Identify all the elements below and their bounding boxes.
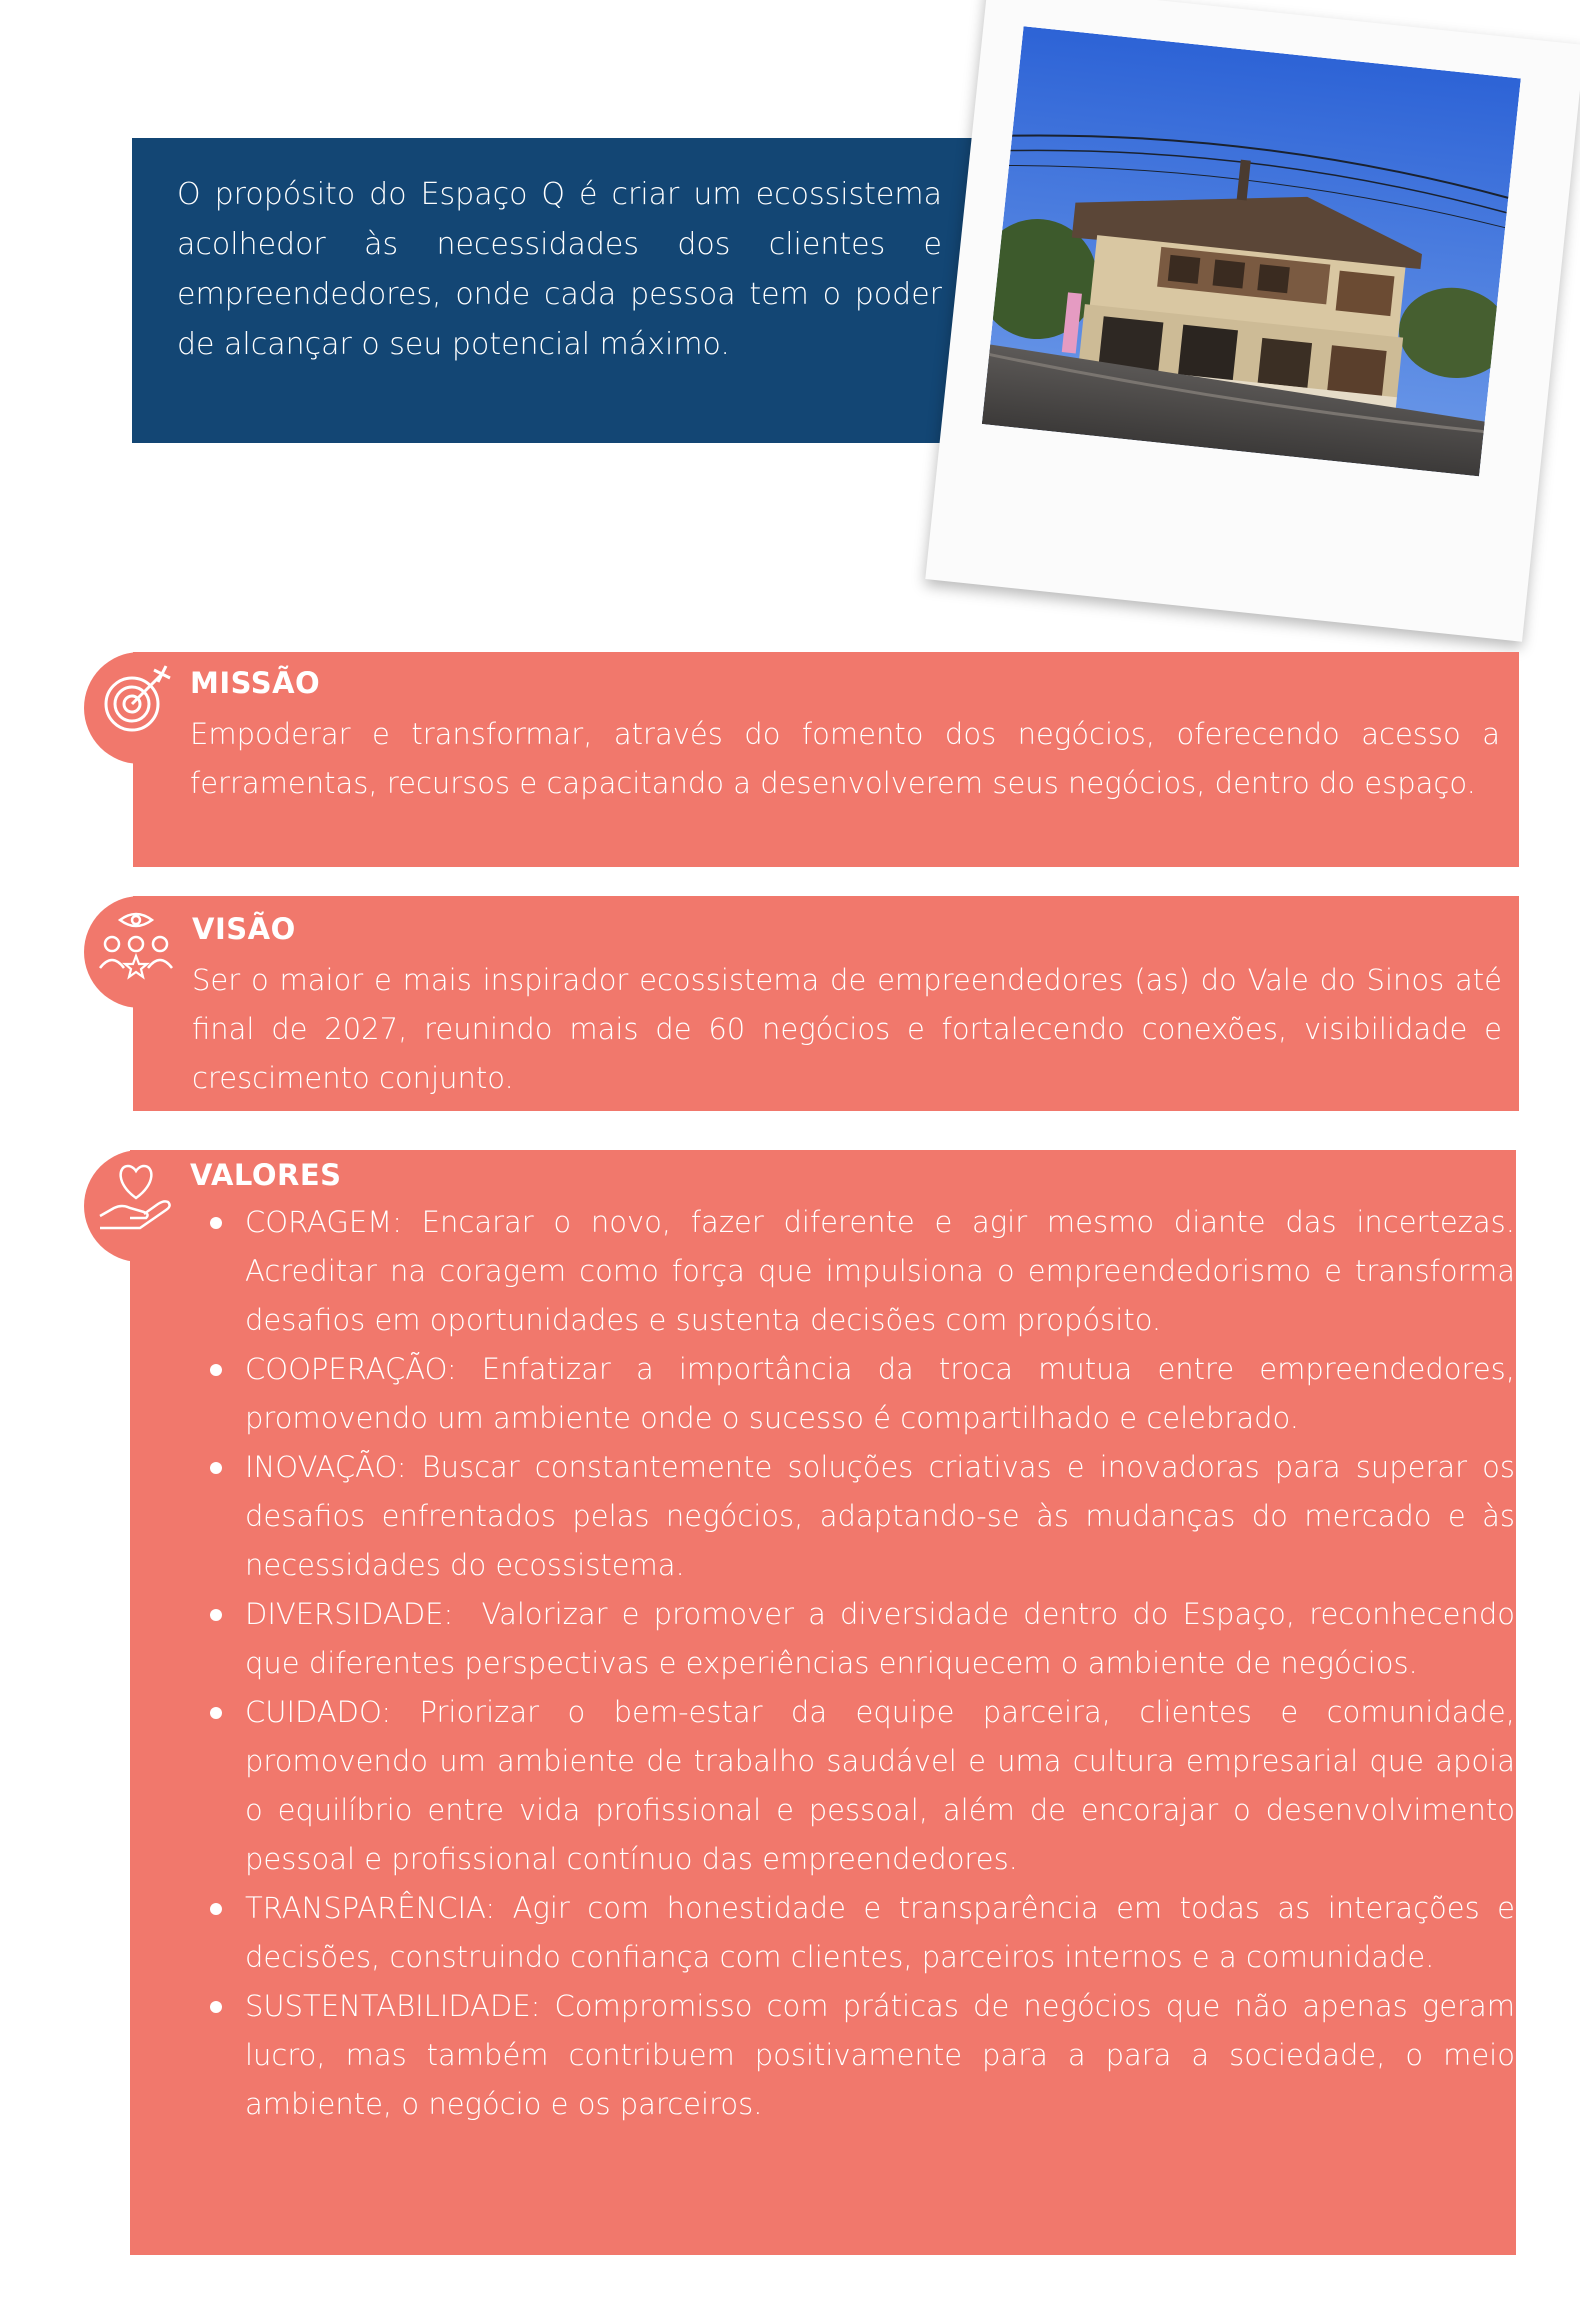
target-icon — [96, 660, 176, 740]
polaroid-photo-frame — [925, 0, 1580, 642]
building-illustration — [982, 26, 1521, 476]
visao-card — [133, 896, 1519, 1111]
valores-card — [130, 1150, 1525, 2255]
valor-transparencia: TRANSPARÊNCIA: Agir com honestidade e transparência em todas as interações e decisões, construindo confiança com clientes, parceiros internos e a comunidade. — [190, 1884, 1515, 1982]
visao-text: Ser o maior e mais inspirador ecossistema de empreendedores (as) do Vale do Sinos até final de 2027, reunindo mais de 60 negócios e fortalecendo conexões, visibilidade e crescimento conjunto. — [192, 963, 1502, 1095]
heart-hand-icon — [96, 1158, 176, 1238]
purpose-text: O propósito do Espaço Q é criar um ecossistema acolhedor às necessidades dos clientes e empreendedores, onde cada pessoa tem o poder de alcançar o seu potencial máximo. — [177, 177, 942, 362]
valores-title: VALORES — [190, 1158, 342, 1192]
purpose-box — [132, 138, 1017, 443]
valor-diversidade: DIVERSIDADE: Valorizar e promover a diversidade dentro do Espaço, reconhecendo que diferentes perspectivas e experiências enriquecem o ambiente de negócios. — [190, 1590, 1515, 1688]
valor-inovacao: INOVAÇÃO: Buscar constantemente soluções criativas e inovadoras para superar os desafios enfrentados pelas negócios, adaptando-se às mudanças do mercado e às necessidades do ecossistema. — [190, 1443, 1515, 1590]
valor-coragem: CORAGEM: Encarar o novo, fazer diferente e agir mesmo diante das incertezas. Acreditar na coragem como força que impulsiona o empreendedorismo e transforma desafios em oportunidades e sustenta decisões com propósito. — [190, 1198, 1515, 1345]
building-photo — [982, 26, 1521, 476]
missao-card — [133, 652, 1519, 867]
valor-cooperacao: COOPERAÇÃO: Enfatizar a importância da troca mutua entre empreendedores, promovendo um ambiente onde o sucesso é compartilhado e celebrado. — [190, 1345, 1515, 1443]
valores-list — [190, 1198, 1525, 2129]
missao-title: MISSÃO — [190, 666, 321, 700]
valor-cuidado: CUIDADO: Priorizar o bem-estar da equipe parceira, clientes e comunidade, promovendo um ambiente de trabalho saudável e uma cultura empresarial que apoia o equilíbrio entre vida profissional e pessoal, além de encorajar o desenvolvimento pessoal e profissional contínuo das empreendedores. — [190, 1688, 1515, 1884]
valor-sustentabilidade: SUSTENTABILIDADE: Compromisso com práticas de negócios que não apenas geram lucro, mas também contribuem positivamente para a para a sociedade, o meio ambiente, o negócio e os parceiros. — [190, 1982, 1515, 2129]
visao-title: VISÃO — [192, 912, 296, 946]
eye-people-icon — [96, 906, 176, 986]
missao-text: Empoderar e transformar, através do fomento dos negócios, oferecendo acesso a ferramentas, recursos e capacitando a desenvolverem seus negócios, dentro do espaço. — [190, 717, 1500, 800]
